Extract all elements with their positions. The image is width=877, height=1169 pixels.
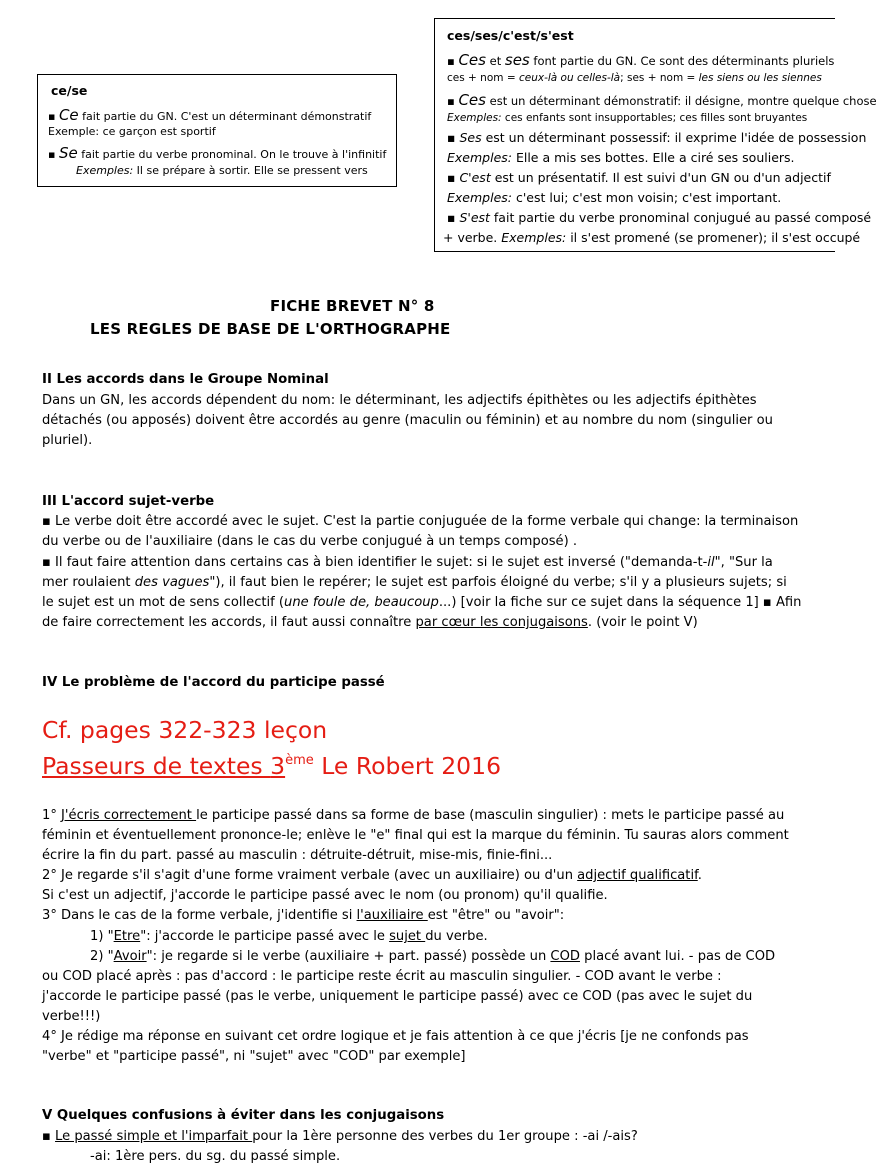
box-ce-se-line: Exemples: Il se prépare à sortir. Elle se pressent vers: [76, 164, 368, 177]
box-ce-se-line: ▪ Ce fait partie du GN. C'est un déterminant démonstratif: [48, 106, 372, 124]
section-5-line: ▪ Le passé simple et l'imparfait pour la 1ère personne des verbes du 1er groupe : -ai /-ais?: [42, 1129, 638, 1144]
reference-line-1: Cf. pages 322-323 leçon: [42, 716, 328, 744]
section-3-line: mer roulaient des vagues"), il faut bien le repérer; le sujet est parfois éloigné du verbe; s'il y a plusieurs sujets; si: [42, 575, 787, 590]
step-3-2-line: ou COD placé après : pas d'accord : le participe reste écrit au masculin singulier. - COD avant le verbe :: [42, 969, 722, 984]
box-ces-line: ▪ S'est fait partie du verbe pronominal conjugué au passé composé: [447, 210, 872, 225]
box-ces-line: ▪ C'est est un présentatif. Il est suivi d'un GN ou d'un adjectif: [447, 170, 831, 185]
section-5-line: -ai: 1ère pers. du sg. du passé simple.: [90, 1149, 341, 1164]
box-ces-line: Exemples: ces enfants sont insupportables; ces filles sont bruyantes: [447, 112, 808, 124]
box-ces-line: ▪ Ses est un déterminant possessif: il exprime l'idée de possession: [447, 130, 867, 145]
step-4-line: 4° Je rédige ma réponse en suivant cet ordre logique et je fais attention à ce que j'écris [je ne confonds pas: [42, 1029, 749, 1044]
section-3-line: le sujet est un mot de sens collectif (une foule de, beaucoup...) [voir la fiche sur ce sujet dans la séquence 1] ▪ Afin: [42, 595, 802, 610]
section-2-line: pluriel).: [42, 433, 93, 448]
step-1-line: féminin et éventuellement prononce-le; enlève le "e" final qui est la marque du féminin. Tu sauras alors comment: [42, 828, 789, 843]
step-2-line: 2° Je regarde s'il s'agit d'une forme vraiment verbale (avec un auxiliaire) ou d'un adjectif qualificatif.: [42, 868, 702, 883]
reference-line-2: Passeurs de textes 3ème Le Robert 2016: [42, 752, 502, 780]
page-subtitle: LES REGLES DE BASE DE L'ORTHOGRAPHE: [90, 320, 451, 338]
box-ces-line: ▪ Ces est un déterminant démonstratif: il désigne, montre quelque chose: [447, 91, 877, 109]
box-ce-se-line: ▪ Se fait partie du verbe pronominal. On le trouve à l'infinitif: [48, 144, 387, 162]
section-3-line: ▪ Il faut faire attention dans certains cas à bien identifier le sujet: si le sujet est inversé ("demanda-t-il", "Sur la: [42, 555, 773, 570]
step-1-line: écrire la fin du part. passé au masculin : détruite-détruit, mise-mis, finie-fini...: [42, 848, 553, 863]
box-ces-title: ces/ses/c'est/s'est: [447, 28, 574, 43]
step-1-line: 1° J'écris correctement le participe passé dans sa forme de base (masculin singulier) : mets le participe passé au: [42, 808, 785, 823]
section-3-line: ▪ Le verbe doit être accordé avec le sujet. C'est la partie conjuguée de la forme verbale qui change: la terminaison: [42, 514, 799, 529]
page-title: FICHE BREVET N° 8: [270, 297, 435, 315]
section-2-line: Dans un GN, les accords dépendent du nom: le déterminant, les adjectifs épithètes ou les adjectifs épithètes: [42, 393, 757, 408]
step-3-2-line: j'accorde le participe passé (pas le verbe, uniquement le participe passé) avec ce COD (pas avec le sujet du: [42, 989, 753, 1004]
section-2-title: II Les accords dans le Groupe Nominal: [42, 372, 329, 387]
step-3-2-line: verbe!!!): [42, 1009, 101, 1024]
box-ces-line: Exemples: c'est lui; c'est mon voisin; c'est important.: [447, 190, 782, 205]
section-2-line: détachés (ou apposés) doivent être accordés au genre (maculin ou féminin) et au nombre du nom (singulier ou: [42, 413, 773, 428]
step-3-2-line: 2) "Avoir": je regarde si le verbe (auxiliaire + part. passé) possède un COD placé avant lui. - pas de COD: [90, 949, 776, 964]
box-ces-ses: [434, 18, 877, 252]
box-ces-line: + verbe. Exemples: il s'est promené (se promener); il s'est occupé: [443, 230, 861, 245]
box-ce-se-line: Exemple: ce garçon est sportif: [48, 125, 216, 138]
box-ces-line: ▪ Ces et ses font partie du GN. Ce sont des déterminants pluriels: [447, 51, 835, 69]
step-3-line: 3° Dans le cas de la forme verbale, j'identifie si l'auxiliaire est "être" ou "avoir":: [42, 908, 565, 923]
step-3-1-line: 1) "Etre": j'accorde le participe passé avec le sujet du verbe.: [90, 929, 488, 944]
section-4-title: IV Le problème de l'accord du participe passé: [42, 675, 385, 690]
step-4-line: "verbe" et "participe passé", ni "sujet" avec "COD" par exemple]: [42, 1049, 466, 1064]
box-ces-line: Exemples: Elle a mis ses bottes. Elle a ciré ses souliers.: [447, 150, 795, 165]
section-5-title: V Quelques confusions à éviter dans les conjugaisons: [42, 1108, 445, 1123]
step-2-line: Si c'est un adjectif, j'accorde le participe passé avec le nom (ou pronom) qu'il qualifie.: [42, 888, 608, 903]
box-ce-se: [37, 74, 397, 187]
box-ces-line: ces + nom = ceux-là ou celles-là; ses + nom = les siens ou les siennes: [447, 72, 822, 84]
box-ce-se-title: ce/se: [51, 83, 88, 98]
section-3-line: de faire correctement les accords, il faut aussi connaître par cœur les conjugaisons. (voir le point V): [42, 615, 698, 630]
section-3-line: du verbe ou de l'auxiliaire (dans le cas du verbe conjugué à un temps composé) .: [42, 534, 578, 549]
section-3-title: III L'accord sujet-verbe: [42, 494, 215, 509]
